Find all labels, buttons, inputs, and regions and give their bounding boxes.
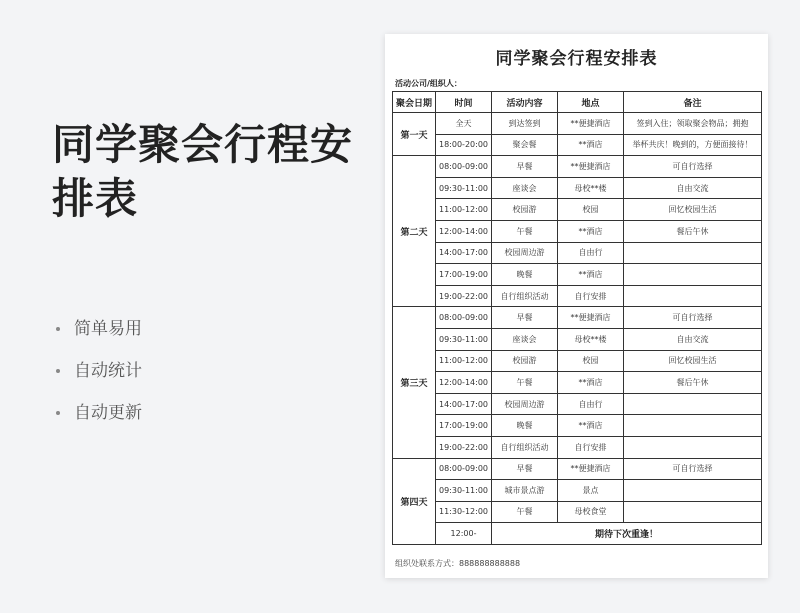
cell-activity: 校园周边游 <box>492 393 558 415</box>
cell-note <box>624 285 762 307</box>
table-row <box>393 242 762 264</box>
cell-activity: 午餐 <box>492 501 558 523</box>
table-row <box>393 350 762 372</box>
cell-location: 自由行 <box>558 393 624 415</box>
cell-activity: 午餐 <box>492 220 558 242</box>
cell-location: 校园 <box>558 350 624 372</box>
cell-location: 校园 <box>558 199 624 221</box>
feature-list <box>56 308 142 434</box>
promo-title: 同学聚会行程安排表 <box>52 120 354 223</box>
feature-item: 自动统计 <box>56 350 142 392</box>
cell-note: 可自行选择 <box>624 458 762 480</box>
cell-time: 08:00-09:00 <box>436 156 492 178</box>
cell-time: 12:00-14:00 <box>436 220 492 242</box>
cell-note <box>624 264 762 286</box>
cell-time: 12:00-14:00 <box>436 372 492 394</box>
cell-note: 回忆校园生活 <box>624 199 762 221</box>
cell-note: 餐后午休 <box>624 220 762 242</box>
cell-activity: 晚餐 <box>492 264 558 286</box>
table-row <box>393 156 762 178</box>
cell-time: 11:30-12:00 <box>436 501 492 523</box>
cell-activity: 聚会餐 <box>492 134 558 156</box>
cell-time: 19:00-22:00 <box>436 436 492 458</box>
cell-location: **酒店 <box>558 220 624 242</box>
cell-location: 母校**楼 <box>558 177 624 199</box>
cell-time: 17:00-19:00 <box>436 415 492 437</box>
cell-time: 19:00-22:00 <box>436 285 492 307</box>
feature-item: 简单易用 <box>56 308 142 350</box>
cell-note: 自由交流 <box>624 177 762 199</box>
cell-time: 09:30-11:00 <box>436 328 492 350</box>
cell-location: 自行安排 <box>558 436 624 458</box>
cell-location: **酒店 <box>558 134 624 156</box>
table-row <box>393 134 762 156</box>
cell-time: 08:00-09:00 <box>436 458 492 480</box>
cell-time: 17:00-19:00 <box>436 264 492 286</box>
day-label: 第四天 <box>393 458 436 544</box>
cell-time: 11:00-12:00 <box>436 350 492 372</box>
schedule-sheet <box>385 34 768 578</box>
cell-time: 08:00-09:00 <box>436 307 492 329</box>
cell-note: 可自行选择 <box>624 307 762 329</box>
table-row <box>393 220 762 242</box>
contact-info: 组织处联系方式：888888888888 <box>395 559 521 568</box>
cell-location: **便捷酒店 <box>558 156 624 178</box>
table-row <box>393 480 762 502</box>
cell-location: 母校食堂 <box>558 501 624 523</box>
table-row <box>393 501 762 523</box>
cell-time: 全天 <box>436 113 492 135</box>
cell-location: 母校**楼 <box>558 328 624 350</box>
table-row <box>393 177 762 199</box>
table-row <box>393 415 762 437</box>
table-row <box>393 285 762 307</box>
cell-time: 14:00-17:00 <box>436 242 492 264</box>
cell-activity: 早餐 <box>492 156 558 178</box>
cell-activity: 自行组织活动 <box>492 285 558 307</box>
header-date: 聚会日期 <box>393 92 436 113</box>
cell-location: **酒店 <box>558 372 624 394</box>
table-row <box>393 199 762 221</box>
table-row <box>393 328 762 350</box>
closing-message: 期待下次重逢！ <box>492 523 762 545</box>
cell-activity: 座谈会 <box>492 328 558 350</box>
cell-time: 12:00- <box>436 523 492 545</box>
cell-note <box>624 415 762 437</box>
day-label: 第二天 <box>393 156 436 307</box>
table-row <box>393 307 762 329</box>
table-row <box>393 458 762 480</box>
cell-note <box>624 242 762 264</box>
bullet-icon <box>56 411 60 415</box>
day-label: 第一天 <box>393 113 436 156</box>
cell-note: 可自行选择 <box>624 156 762 178</box>
cell-note: 签到入住；领取聚会物品；拥抱 <box>624 113 762 135</box>
header-note: 备注 <box>624 92 762 113</box>
header-time: 时间 <box>436 92 492 113</box>
table-row <box>393 113 762 135</box>
cell-activity: 校园游 <box>492 199 558 221</box>
cell-location: **酒店 <box>558 264 624 286</box>
table-row <box>393 372 762 394</box>
header-location: 地点 <box>558 92 624 113</box>
cell-location: **便捷酒店 <box>558 113 624 135</box>
table-row <box>393 264 762 286</box>
cell-activity: 到达签到 <box>492 113 558 135</box>
cell-activity: 自行组织活动 <box>492 436 558 458</box>
cell-note <box>624 436 762 458</box>
cell-time: 14:00-17:00 <box>436 393 492 415</box>
bullet-icon <box>56 369 60 373</box>
cell-activity: 早餐 <box>492 458 558 480</box>
cell-activity: 早餐 <box>492 307 558 329</box>
cell-location: 景点 <box>558 480 624 502</box>
table-row <box>393 393 762 415</box>
cell-location: **便捷酒店 <box>558 307 624 329</box>
cell-note <box>624 393 762 415</box>
cell-note <box>624 480 762 502</box>
cell-note <box>624 501 762 523</box>
feature-item: 自动更新 <box>56 392 142 434</box>
cell-activity: 校园周边游 <box>492 242 558 264</box>
table-row <box>393 436 762 458</box>
cell-location: 自行安排 <box>558 285 624 307</box>
bullet-icon <box>56 327 60 331</box>
cell-activity: 城市景点游 <box>492 480 558 502</box>
cell-activity: 午餐 <box>492 372 558 394</box>
cell-activity: 座谈会 <box>492 177 558 199</box>
cell-activity: 校园游 <box>492 350 558 372</box>
schedule-table <box>392 91 762 545</box>
cell-location: 自由行 <box>558 242 624 264</box>
cell-note: 回忆校园生活 <box>624 350 762 372</box>
cell-time: 09:30-11:00 <box>436 480 492 502</box>
cell-location: **便捷酒店 <box>558 458 624 480</box>
cell-location: **酒店 <box>558 415 624 437</box>
sheet-title: 同学聚会行程安排表 <box>495 49 658 69</box>
day-label: 第三天 <box>393 307 436 458</box>
table-header-row <box>393 92 762 113</box>
cell-note: 举杯共庆！晚到的，方便面接待！ <box>624 134 762 156</box>
cell-note: 餐后午休 <box>624 372 762 394</box>
organizer-label: 活动公司/组织人： <box>395 79 462 88</box>
cell-time: 18:00-20:00 <box>436 134 492 156</box>
cell-time: 09:30-11:00 <box>436 177 492 199</box>
cell-activity: 晚餐 <box>492 415 558 437</box>
table-row <box>393 523 762 545</box>
cell-note: 自由交流 <box>624 328 762 350</box>
header-activity: 活动内容 <box>492 92 558 113</box>
cell-time: 11:00-12:00 <box>436 199 492 221</box>
